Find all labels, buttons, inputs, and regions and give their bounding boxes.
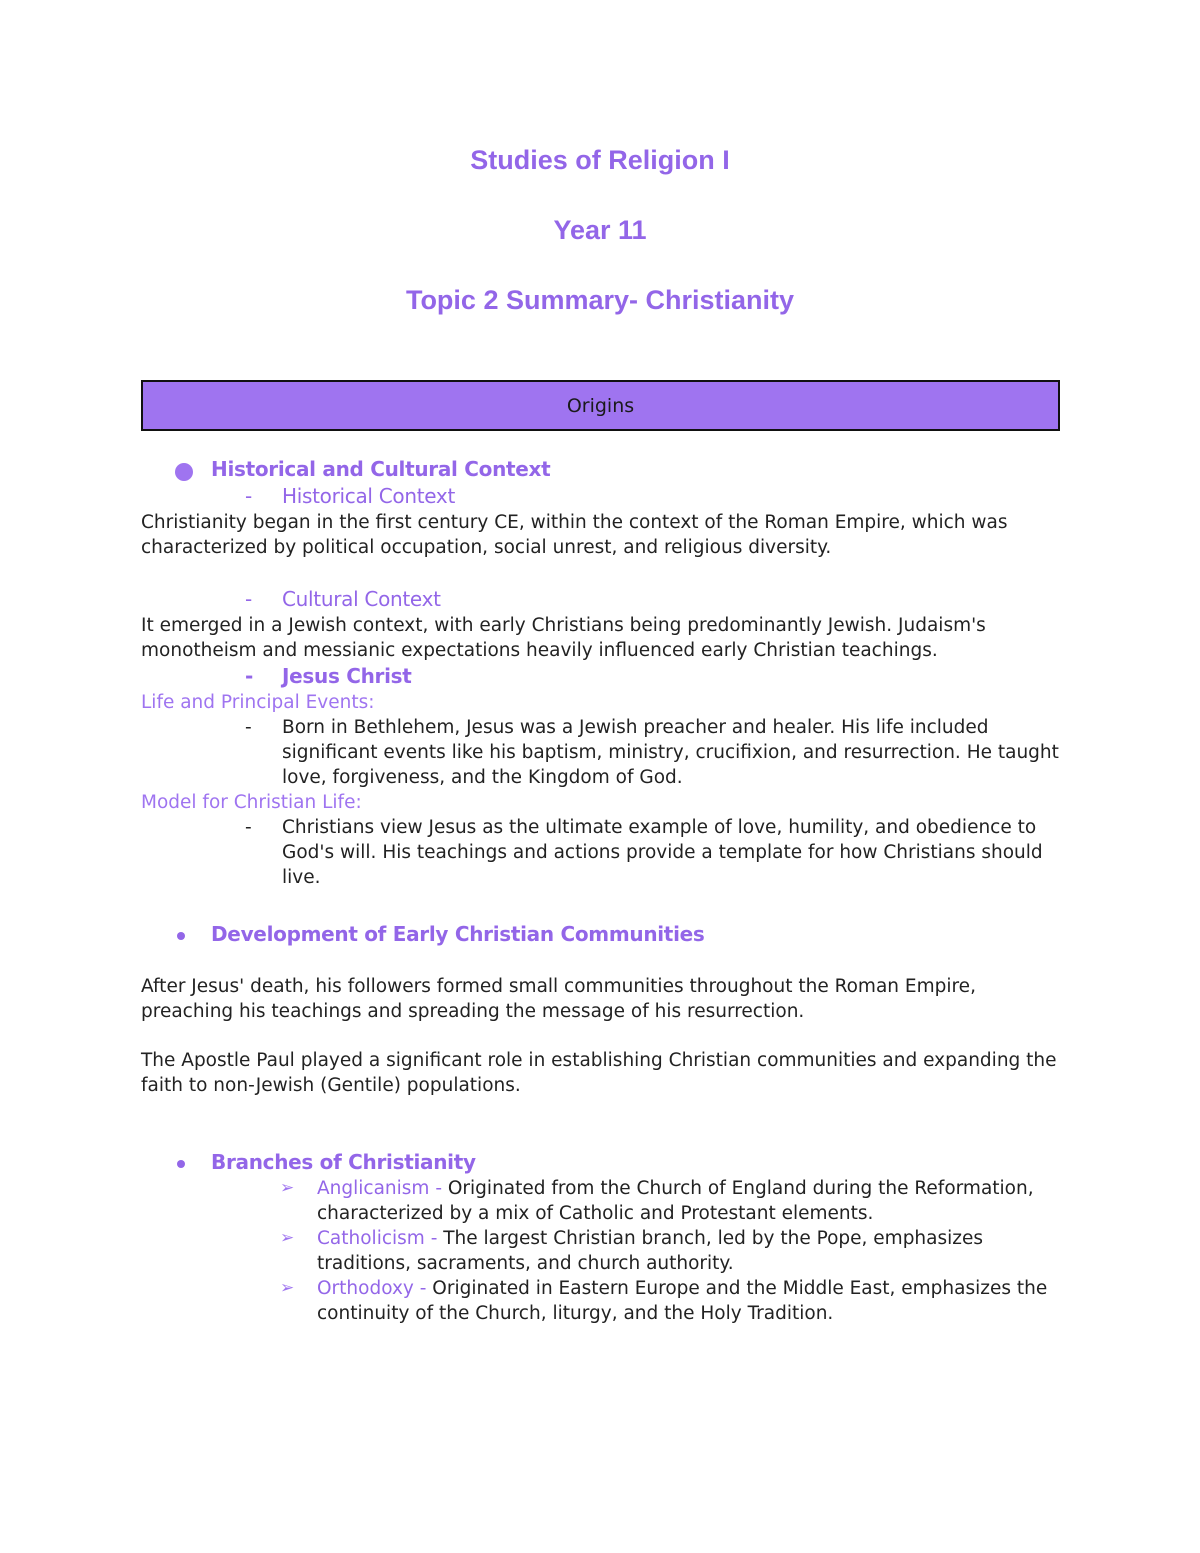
- model-life-label: Model for Christian Life:: [141, 792, 362, 813]
- bullet-icon: [177, 932, 185, 940]
- branch-item-anglicanism: ➢ Anglicanism - Originated from the Church of England during the Reformation, characterized by a mix of Catholic and Protestant elements.: [280, 1178, 1034, 1224]
- bullet-icon: [177, 1160, 185, 1168]
- arrow-bullet-icon: ➢: [280, 1228, 295, 1248]
- historical-context-text: Christianity began in the first century CE, within the context of the Roman Empire, which was characterized by political occupation, social unrest, and religious diversity.: [141, 512, 1008, 558]
- heading-historical-cultural: Historical and Cultural Context: [141, 455, 1071, 483]
- document-title: Studies of Religion I: [470, 145, 730, 175]
- branch-item-orthodoxy: ➢ Orthodoxy - Originated in Eastern Europe and the Middle East, emphasizes the continuity of the Church, liturgy, and the Holy Tradition.: [280, 1278, 1048, 1324]
- bullet-icon: [175, 463, 193, 481]
- heading-branches: Branches of Christianity: [141, 1148, 1071, 1176]
- subheading-cultural-context: - Cultural Context: [245, 587, 441, 611]
- heading-development: Development of Early Christian Communities: [141, 920, 1071, 948]
- subheading-historical-context: - Historical Context: [245, 484, 455, 508]
- origins-section-box: [141, 380, 1060, 431]
- document-titles: [0, 140, 1200, 350]
- cultural-context-text: It emerged in a Jewish context, with early Christians being predominantly Jewish. Judaism's monotheism and messianic expectations heavily influenced early Christian teachings.: [141, 615, 986, 661]
- model-life-item: - Christians view Jesus as the ultimate example of love, humility, and obedience to God's will. His teachings and actions provide a template for how Christians should live.: [245, 817, 1043, 888]
- document-body: [141, 455, 1071, 1326]
- document-year: Year 11: [553, 215, 647, 245]
- subheading-jesus-christ: - Jesus Christ: [245, 664, 412, 688]
- life-events-item: - Born in Bethlehem, Jesus was a Jewish preacher and healer. His life included significant events like his baptism, ministry, crucifixion, and resurrection. He taught love, forgiveness, and the Kingdom of God.: [245, 717, 1059, 788]
- development-paragraph-2: The Apostle Paul played a significant role in establishing Christian communities and expanding the faith to non-Jewish (Gentile) populations.: [141, 1050, 1057, 1096]
- life-events-label: Life and Principal Events:: [141, 692, 375, 713]
- branch-item-catholicism: ➢ Catholicism - The largest Christian branch, led by the Pope, emphasizes traditions, sacraments, and church authority.: [280, 1228, 984, 1274]
- arrow-bullet-icon: ➢: [280, 1178, 295, 1198]
- development-paragraph-1: After Jesus' death, his followers formed small communities throughout the Roman Empire, preaching his teachings and spreading the message of his resurrection.: [141, 976, 976, 1022]
- document-topic: Topic 2 Summary- Christianity: [405, 285, 795, 315]
- arrow-bullet-icon: ➢: [280, 1278, 295, 1298]
- origins-label: Origins: [566, 394, 635, 417]
